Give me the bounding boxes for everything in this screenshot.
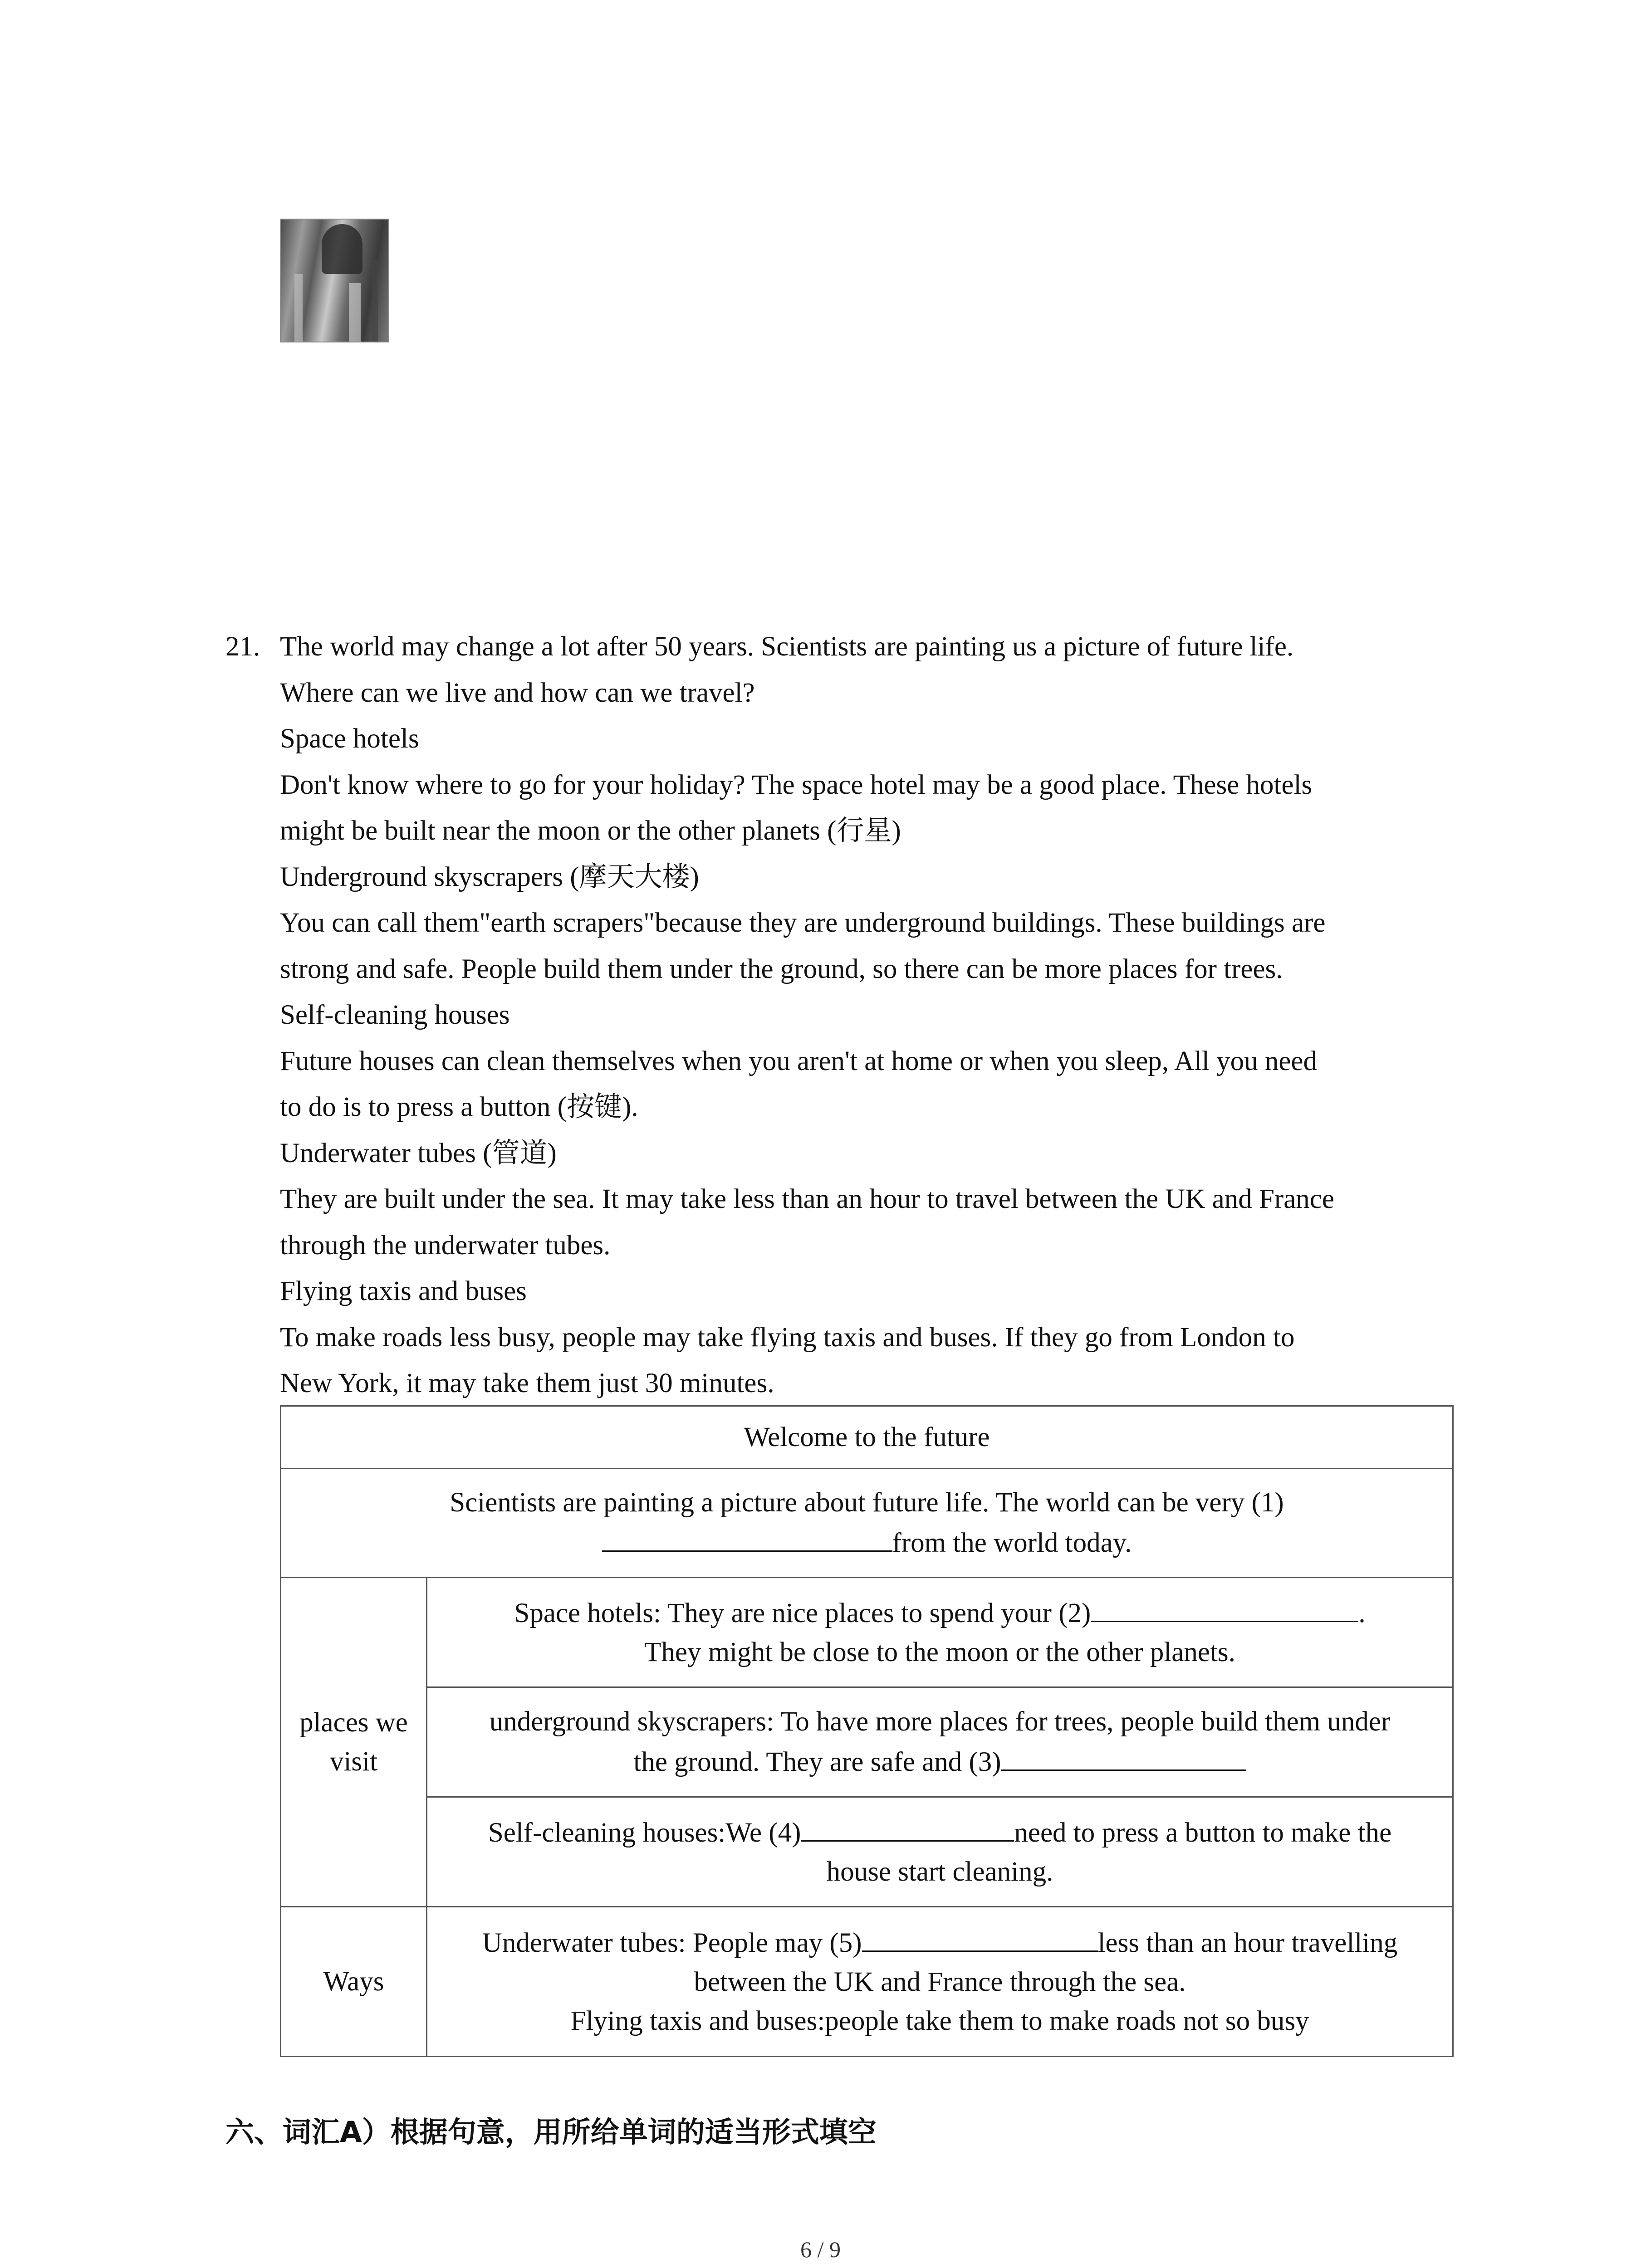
passage-line: To make roads less busy, people may take flying taxis and buses. If they go from London to: [280, 1322, 1295, 1353]
passage-line: strong and safe. People build them under the ground, so there can be more places for trees.: [280, 953, 1283, 984]
page-number: 6 / 9: [800, 2237, 841, 2262]
blank-1[interactable]: [602, 1522, 892, 1552]
passage-line: through the underwater tubes.: [280, 1230, 611, 1261]
photo-dark-stripe: [372, 260, 378, 342]
ways-cell: Underwater tubes: People may (5) less than an hour travelling between the UK and France through the sea. Flying taxis and buses:people take them to make roads not so busy: [427, 1907, 1453, 2057]
blank-5[interactable]: [862, 1922, 1098, 1952]
photo-light-stripe: [294, 274, 303, 342]
passage-line: Don't know where to go for your holiday? The space hotel may be a good place. These hotels: [280, 769, 1313, 800]
passage-line: New York, it may take them just 30 minutes.: [280, 1368, 774, 1398]
photo-light-stripe: [349, 283, 361, 342]
passage-line: Where can we live and how can we travel?: [280, 677, 755, 708]
self-cleaning-cell: Self-cleaning houses:We (4) need to press a button to make the house start cleaning.: [427, 1797, 1453, 1907]
passage-heading: Underwater tubes (管道): [280, 1138, 557, 1168]
passage-line: 21. The world may change a lot after 50 years. Scientists are painting us a picture of future life.: [225, 624, 1478, 670]
passage-line: They are built under the sea. It may take less than an hour to travel between the UK and France: [280, 1184, 1334, 1214]
reading-passage: [225, 624, 1478, 1407]
places-label: places we visit: [281, 1578, 427, 1907]
space-hotels-cell: Space hotels: They are nice places to spend your (2) . They might be close to the moon or the other planets.: [427, 1578, 1453, 1687]
passage-heading: Space hotels: [280, 723, 419, 754]
question-number: 21.: [225, 631, 260, 662]
passage-line: to do is to press a button (按键).: [280, 1092, 638, 1122]
table-title: Welcome to the future: [281, 1406, 1453, 1469]
passage-photo: [280, 219, 389, 342]
passage-line: might be built near the moon or the other planets (行星): [280, 816, 901, 846]
skyscrapers-cell: underground skyscrapers: To have more places for trees, people build them under the ground. They are safe and (3): [427, 1687, 1453, 1797]
blank-4[interactable]: [801, 1812, 1014, 1842]
passage-heading: Self-cleaning houses: [280, 1000, 510, 1030]
summary-table: [280, 1405, 1454, 2057]
passage-line: Future houses can clean themselves when you aren't at home or when you sleep, All you need: [280, 1046, 1318, 1076]
passage-heading: Flying taxis and buses: [280, 1276, 527, 1306]
ways-label: Ways: [281, 1907, 427, 2057]
passage-heading: Underground skyscrapers (摩天大楼): [280, 861, 699, 892]
blank-3[interactable]: [1001, 1741, 1246, 1771]
section-title: 六、词汇A）根据句意，用所给单词的适当形式填空: [225, 2116, 877, 2149]
blank-2[interactable]: [1091, 1593, 1358, 1622]
table-intro: Scientists are painting a picture about future life. The world can be very (1) from the world today.: [281, 1469, 1453, 1578]
photo-shadow-shape: [322, 224, 362, 274]
passage-line: You can call them"earth scrapers"because they are underground buildings. These buildings are: [280, 908, 1326, 938]
